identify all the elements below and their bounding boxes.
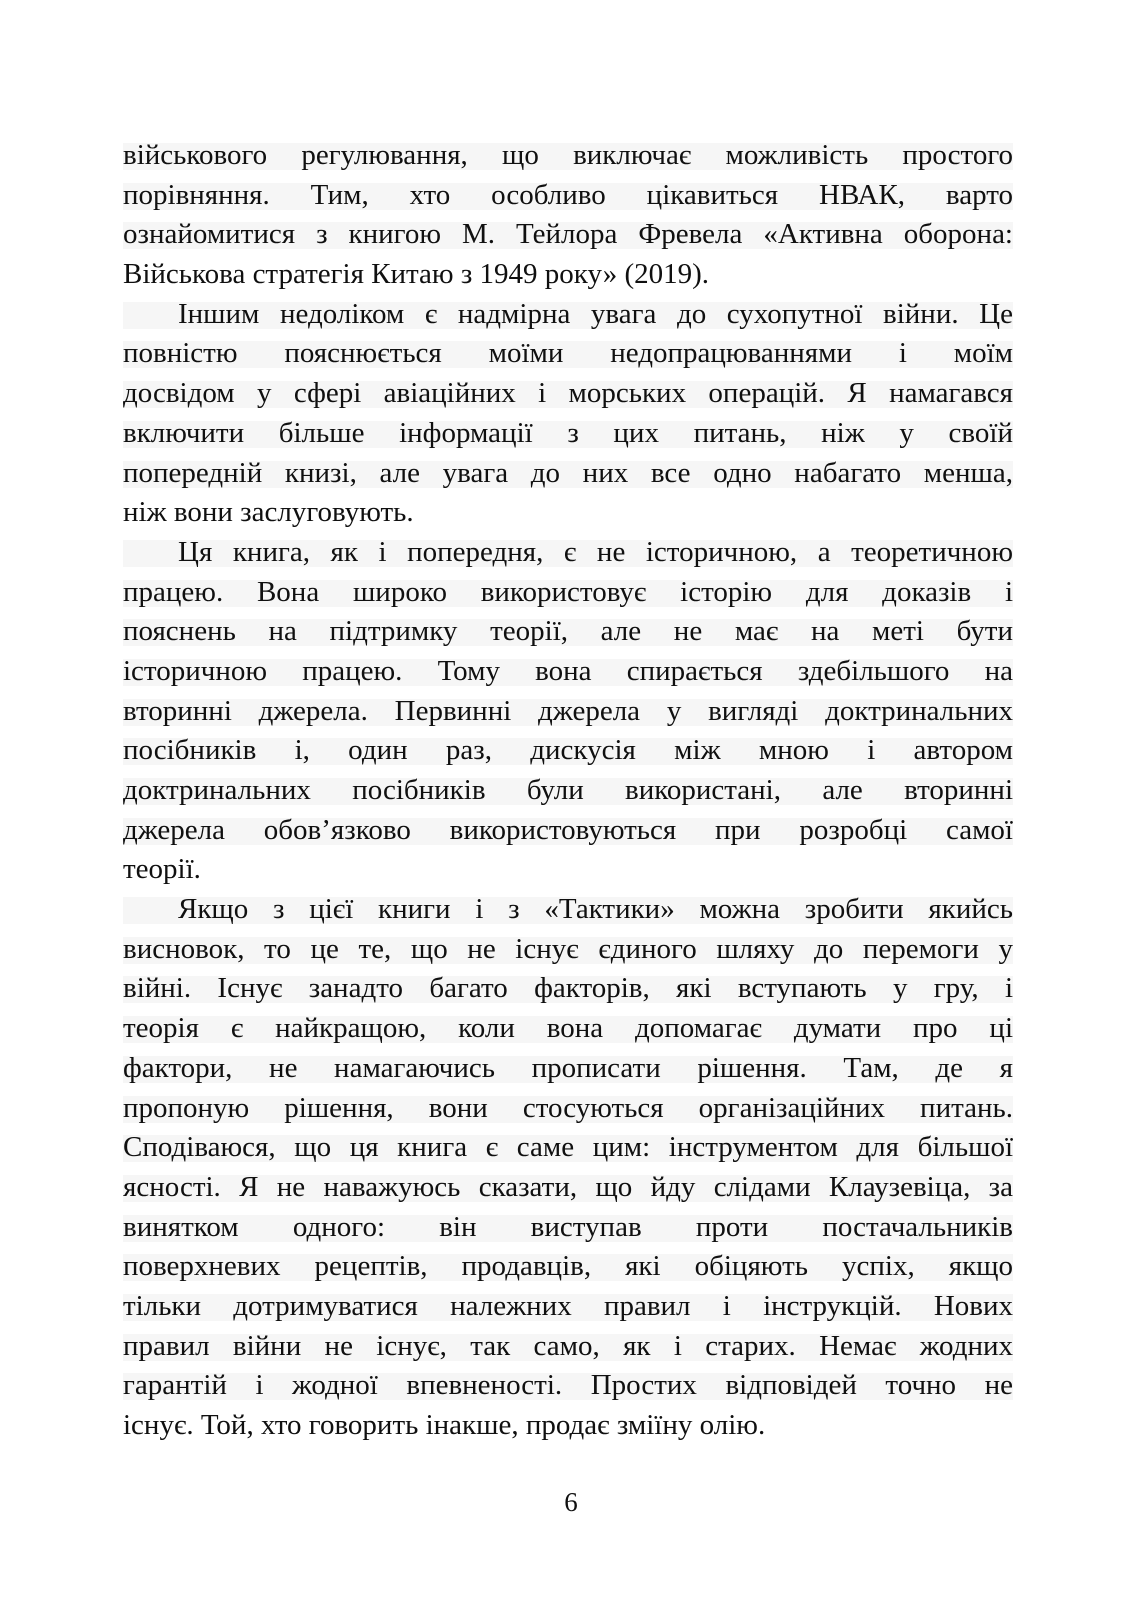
text-line: тільки дотримуватися належних правил і інструкцій. Нових: [123, 1287, 1013, 1327]
text-line: порівняння. Тим, хто особливо цікавиться НВАК, варто: [123, 176, 1013, 216]
text-line: ясності. Я не наважуюсь сказати, що йду слідами Клаузевіца, за: [123, 1168, 1013, 1208]
text-line: ніж вони заслуговують.: [123, 496, 414, 529]
text-block: [123, 136, 1013, 1446]
text-line: повністю пояснюється моїми недопрацюваннями і моїм: [123, 334, 1013, 374]
text-line: війні. Існує занадто багато факторів, які вступають у гру, і: [123, 969, 1013, 1009]
paragraph-4: [123, 890, 1013, 1446]
paragraph-2: [123, 295, 1013, 533]
text-line: гарантій і жодної впевненості. Простих відповідей точно не: [123, 1366, 1013, 1406]
text-line: фактори, не намагаючись прописати рішення. Там, де я: [123, 1049, 1013, 1089]
text-line: пропоную рішення, вони стосуються організаційних питань.: [123, 1089, 1013, 1129]
text-line: вторинні джерела. Первинні джерела у вигляді доктринальних: [123, 692, 1013, 732]
text-line: історичною працею. Тому вона спирається здебільшого на: [123, 652, 1013, 692]
text-line: попередній книзі, але увага до них все одно набагато менша,: [123, 454, 1013, 494]
text-line: працею. Вона широко використовує історію для доказів і: [123, 573, 1013, 613]
text-line: Ця книга, як і попередня, є не історичною, а теоретичною: [123, 533, 1013, 573]
text-line: висновок, то це те, що не існує єдиного шляху до перемоги у: [123, 930, 1013, 970]
text-line: теорії.: [123, 853, 201, 886]
text-line: посібників і, один раз, дискусія між мною і автором: [123, 731, 1013, 771]
text-line: теорія є найкращою, коли вона допомагає думати про ці: [123, 1009, 1013, 1049]
text-line: Сподіваюся, що ця книга є саме цим: інструментом для більшої: [123, 1128, 1013, 1168]
text-line: винятком одного: він виступав проти постачальників: [123, 1208, 1013, 1248]
text-line: доктринальних посібників були використані, але вторинні: [123, 771, 1013, 811]
page-number: 6: [564, 1487, 578, 1517]
text-line: Військова стратегія Китаю з 1949 року» (2019).: [123, 258, 710, 291]
text-line: пояснень на підтримку теорії, але не має на меті бути: [123, 612, 1013, 652]
text-line: поверхневих рецептів, продавців, які обіцяють успіх, якщо: [123, 1247, 1013, 1287]
paragraph-3: [123, 533, 1013, 890]
text-line: ознайомитися з книгою М. Тейлора Фревела «Активна оборона:: [123, 215, 1013, 255]
text-line: досвідом у сфері авіаційних і морських операцій. Я намагався: [123, 374, 1013, 414]
text-line: правил війни не існує, так само, як і старих. Немає жодних: [123, 1327, 1013, 1367]
text-line: Якщо з цієї книги і з «Тактики» можна зробити якийсь: [123, 890, 1013, 930]
text-line: включити більше інформації з цих питань, ніж у своїй: [123, 414, 1013, 454]
paragraph-1: [123, 136, 1013, 295]
text-line: військового регулювання, що виключає можливість простого: [123, 136, 1013, 176]
text-line: існує. Той, хто говорить інакше, продає зміїну олію.: [123, 1409, 766, 1441]
text-line: джерела обов’язково використовуються при розробці самої: [123, 811, 1013, 851]
text-line: Іншим недоліком є надмірна увага до сухопутної війни. Це: [123, 295, 1013, 335]
